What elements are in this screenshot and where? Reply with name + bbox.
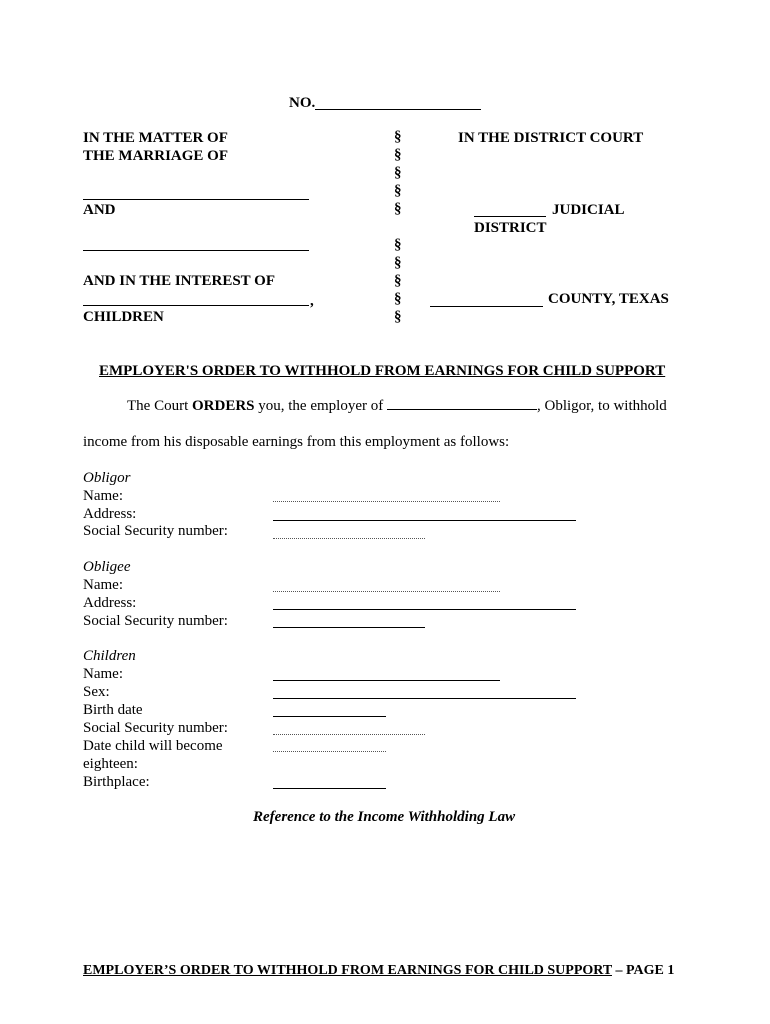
employer-name-field[interactable] — [387, 398, 537, 410]
page-footer — [83, 962, 674, 980]
child-eighteen-label-2: eighteen: — [83, 756, 138, 772]
section-symbol: § — [394, 291, 402, 307]
child-ssn-field[interactable] — [273, 734, 425, 735]
order-intro — [127, 397, 667, 415]
children-names-field[interactable] — [83, 305, 309, 306]
obligee-name-label: Name: — [83, 577, 123, 593]
caption-comma: , — [310, 293, 314, 309]
caption-interest: AND IN THE INTEREST OF — [83, 273, 275, 289]
section-symbol: § — [394, 255, 402, 271]
party2-name-field[interactable] — [83, 250, 309, 251]
section-symbol: § — [394, 183, 402, 199]
child-birthdate-label: Birth date — [83, 702, 143, 718]
caption-matter-line1: IN THE MATTER OF — [83, 130, 228, 146]
cause-number-label: NO. — [289, 95, 316, 111]
section-symbol: § — [394, 201, 402, 217]
obligee-ssn-field[interactable] — [273, 627, 425, 628]
district-label: DISTRICT — [474, 220, 547, 236]
child-birthdate-field[interactable] — [273, 716, 386, 717]
county-label: COUNTY, TEXAS — [548, 291, 669, 307]
obligor-address-label: Address: — [83, 506, 137, 522]
court-name: IN THE DISTRICT COURT — [458, 130, 644, 146]
section-symbol: § — [394, 129, 402, 145]
reference-heading: Reference to the Income Withholding Law — [253, 809, 516, 825]
obligor-name-field[interactable] — [273, 501, 500, 502]
judicial-number-field[interactable] — [474, 216, 546, 217]
cause-number-field[interactable] — [315, 109, 481, 110]
child-sex-label: Sex: — [83, 684, 110, 700]
party1-name-field[interactable] — [83, 199, 309, 200]
caption-matter-line2: THE MARRIAGE OF — [83, 148, 229, 164]
section-symbol: § — [394, 147, 402, 163]
section-symbol: § — [394, 273, 402, 289]
order-title: EMPLOYER'S ORDER TO WITHHOLD FROM EARNINGS FOR CHILD SUPPORT — [99, 363, 666, 379]
obligee-name-field[interactable] — [273, 591, 500, 592]
footer-title: EMPLOYER’S ORDER TO WITHHOLD FROM EARNINGS FOR CHILD SUPPORT — [83, 963, 612, 978]
child-eighteen-field[interactable] — [273, 751, 386, 752]
obligee-address-label: Address: — [83, 595, 137, 611]
obligee-ssn-label: Social Security number: — [83, 613, 228, 629]
obligor-heading: Obligor — [83, 470, 131, 486]
child-name-field[interactable] — [273, 680, 500, 681]
section-symbol: § — [394, 309, 402, 325]
child-eighteen-label-1: Date child will become — [83, 738, 223, 754]
obligor-ssn-label: Social Security number: — [83, 523, 228, 539]
section-symbol: § — [394, 165, 402, 181]
child-birthplace-field[interactable] — [273, 788, 386, 789]
child-birthplace-label: Birthplace: — [83, 774, 150, 790]
caption-and: AND — [83, 202, 116, 218]
children-heading: Children — [83, 648, 136, 664]
obligor-address-field[interactable] — [273, 520, 576, 521]
obligor-name-label: Name: — [83, 488, 123, 504]
county-field[interactable] — [430, 306, 543, 307]
intro-pre: The Court — [127, 398, 192, 414]
judicial-label: JUDICIAL — [552, 202, 625, 218]
intro-post: , Obligor, to withhold — [536, 398, 667, 414]
intro-mid: you, the employer of — [254, 398, 387, 414]
footer-page: – PAGE 1 — [611, 963, 675, 978]
obligee-heading: Obligee — [83, 559, 131, 575]
child-ssn-label: Social Security number: — [83, 720, 228, 736]
caption-children: CHILDREN — [83, 309, 164, 325]
child-sex-field[interactable] — [273, 698, 576, 699]
obligee-address-field[interactable] — [273, 609, 576, 610]
child-name-label: Name: — [83, 666, 123, 682]
order-intro-line2: income from his disposable earnings from this employment as follows: — [83, 434, 510, 450]
obligor-ssn-field[interactable] — [273, 538, 425, 539]
intro-orders: ORDERS — [192, 398, 255, 414]
section-symbol: § — [394, 237, 402, 253]
